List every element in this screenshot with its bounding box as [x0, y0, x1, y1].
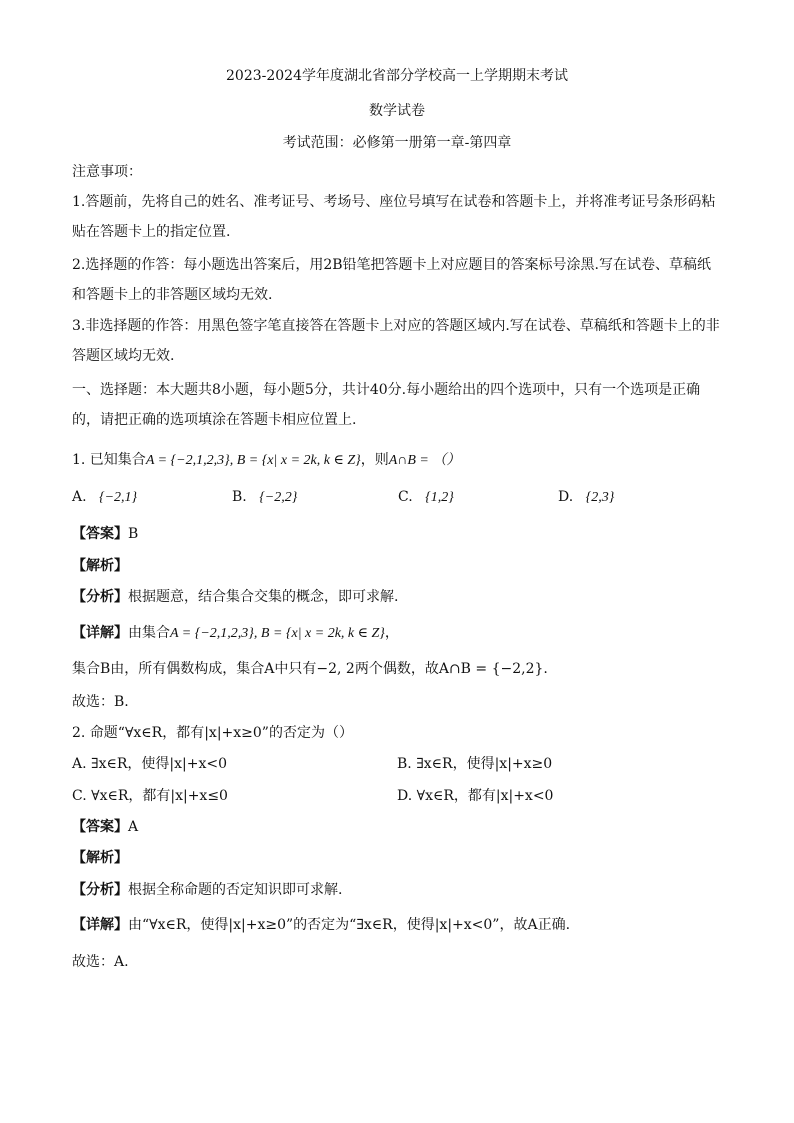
- q2-xiangjie: [72, 915, 570, 935]
- answer-value: B: [128, 526, 139, 542]
- xiangjie-tag: 【详解】: [72, 625, 128, 641]
- fenxi-tag: 【分析】: [72, 589, 128, 605]
- fenxi-text: 根据全称命题的否定知识即可求解.: [128, 882, 343, 898]
- q1-suffix: ，则: [360, 452, 389, 468]
- note-2-line-1: 2.选择题的作答：每小题选出答案后，用2B铅笔把答题卡上对应题目的答案标号涂黑.写在试卷、草稿纸: [72, 257, 712, 273]
- q1-option-a: [72, 487, 137, 508]
- q2-fenxi: [72, 880, 342, 900]
- q1-option-a-value: {−2,1}: [99, 490, 138, 505]
- q1-analysis-heading: [72, 556, 128, 576]
- q1-option-b: [232, 487, 297, 508]
- q1-explanation-line: 集合B由，所有偶数构成，集合A中只有−2, 2两个偶数，故A∩B = {−2,2}.: [72, 661, 548, 677]
- q2-option-c: C. ∀x∈R，都有|x|+x≤0: [72, 788, 228, 804]
- q2-answer: [72, 817, 138, 837]
- analysis-tag: 【解析】: [72, 850, 128, 866]
- fenxi-text: 根据题意，结合集合交集的概念，即可求解.: [128, 589, 399, 605]
- q1-sets: A = {−2,1,2,3}, B = {x| x = 2k, k ∈ Z}: [145, 453, 361, 468]
- q1-option-b-value: {−2,2}: [259, 490, 298, 505]
- xiangjie-math: A = {−2,1,2,3}, B = {x| x = 2k, k ∈ Z}: [170, 626, 385, 641]
- analysis-tag: 【解析】: [72, 558, 128, 574]
- note-3-line-1: 3.非选择题的作答：用黑色签字笔直接答在答题卡上对应的答题区域内.写在试卷、草稿纸和答题卡上的非: [72, 318, 720, 334]
- q1-option-d-value: {2,3}: [585, 490, 615, 505]
- q1-option-c-value: {1,2}: [425, 490, 454, 505]
- section-1-line-1: 一、选择题：本大题共8小题，每小题5分，共计40分.每小题给出的四个选项中，只有一个选项是正确: [72, 382, 701, 398]
- xiangjie-prefix: 由集合: [128, 625, 170, 641]
- q1-option-c-label: C.: [398, 489, 413, 505]
- exam-scope: 考试范围：必修第一册第一章-第四章: [282, 135, 512, 151]
- xiangjie-suffix: ，: [384, 625, 399, 641]
- q1-option-b-label: B.: [232, 489, 247, 505]
- section-1-line-2: 的，请把正确的选项填涂在答题卡相应位置上.: [72, 412, 357, 428]
- q1-expr: A∩B = （）: [388, 453, 461, 468]
- question-2-stem: 2. 命题“∀x∈R，都有|x|+x≥0”的否定为（）: [72, 725, 353, 741]
- note-1-line-1: 1.答题前，先将自己的姓名、准考证号、考场号、座位号填写在试卷和答题卡上，并将准考证号条形码粘: [72, 194, 716, 210]
- q1-option-a-label: A.: [72, 489, 87, 505]
- q1-option-c: [398, 487, 454, 508]
- q2-option-a: A. ∃x∈R，使得|x|+x<0: [72, 756, 227, 772]
- note-1-line-2: 贴在答题卡上的指定位置.: [72, 224, 231, 240]
- q1-choose: 故选：B.: [72, 694, 129, 710]
- answer-tag: 【答案】: [72, 819, 128, 835]
- xiangjie-tag: 【详解】: [72, 917, 128, 933]
- q2-option-b: B. ∃x∈R，使得|x|+x≥0: [397, 756, 553, 772]
- q2-choose: 故选：A.: [72, 954, 129, 970]
- q2-option-d: D. ∀x∈R，都有|x|+x<0: [397, 788, 554, 804]
- q1-fenxi: [72, 587, 398, 607]
- answer-tag: 【答案】: [72, 526, 128, 542]
- q1-xiangjie: [72, 623, 399, 644]
- q1-option-d: [558, 487, 614, 508]
- exam-subject: 数学试卷: [369, 103, 425, 119]
- fenxi-tag: 【分析】: [72, 882, 128, 898]
- q1-answer: [72, 524, 138, 544]
- note-2-line-2: 和答题卡上的非答题区域均无效.: [72, 287, 273, 303]
- answer-value: A: [128, 819, 139, 835]
- q1-option-d-label: D.: [558, 489, 574, 505]
- note-3-line-2: 答题区域均无效.: [72, 348, 175, 364]
- q1-prefix: 1. 已知集合: [72, 452, 146, 468]
- xiangjie-text: 由“∀x∈R，使得|x|+x≥0”的否定为“∃x∈R，使得|x|+x<0”，故A正确.: [128, 917, 571, 933]
- question-1-stem: [72, 450, 460, 471]
- notes-heading: 注意事项：: [72, 164, 142, 180]
- exam-title: 2023-2024学年度湖北省部分学校高一上学期期末考试: [226, 68, 568, 84]
- q2-analysis-heading: [72, 848, 128, 868]
